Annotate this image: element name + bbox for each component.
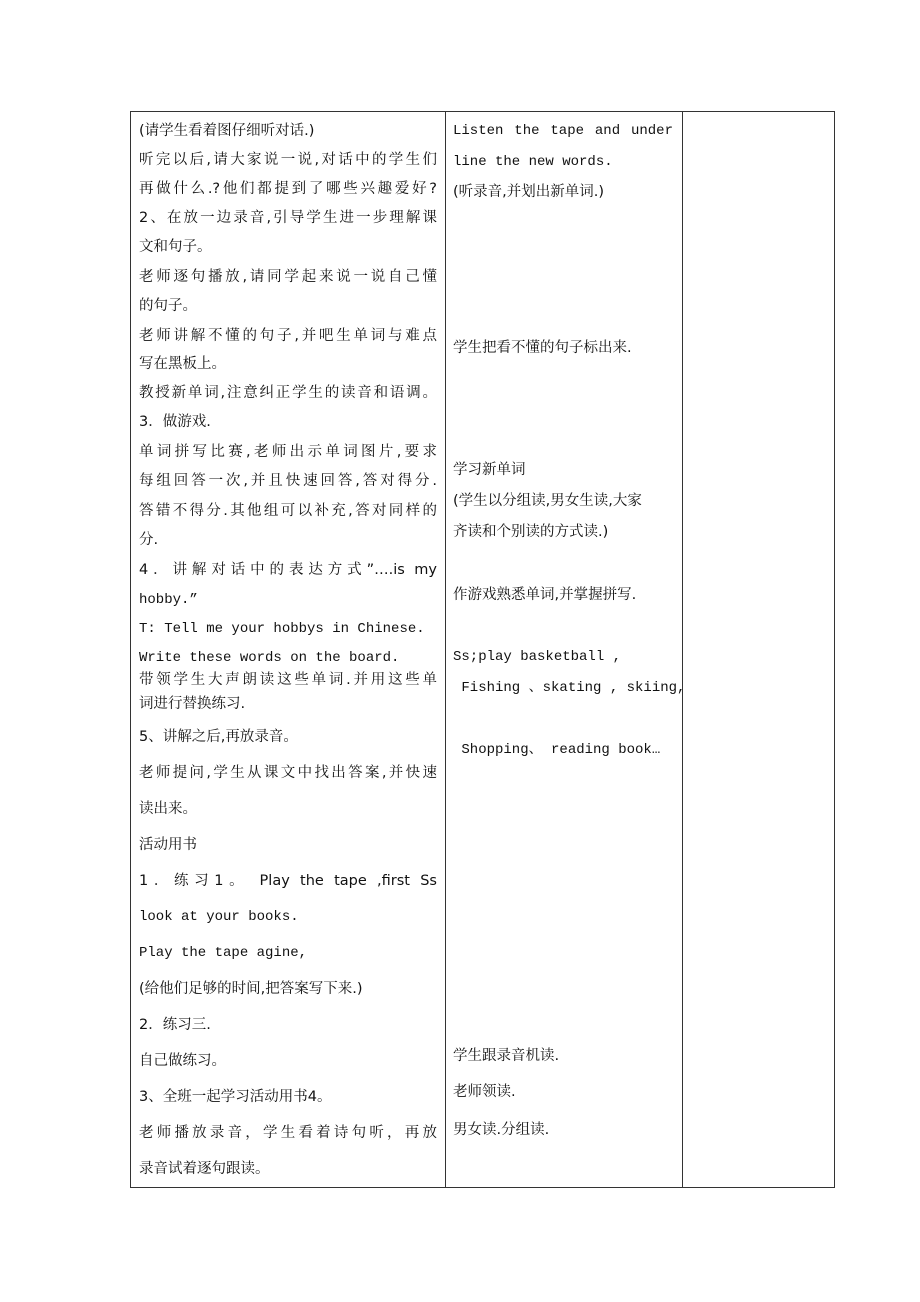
text-line: 2．练习三.	[139, 1017, 211, 1033]
text-line: 带领学生大声朗读这些单词.并用这些单	[139, 672, 437, 688]
text-line: 3．做游戏.	[139, 414, 211, 430]
text-line: (学生以分组读,男女生读,大家	[453, 493, 642, 509]
text-line: Play the tape agine,	[139, 945, 308, 961]
text-line: 学习新单词	[453, 462, 526, 478]
text-line: 男女读.分组读.	[453, 1122, 550, 1138]
text-line: (给他们足够的时间,把答案写下来.)	[139, 981, 363, 997]
text-line: T: Tell me your hobbys in Chinese.	[139, 621, 425, 637]
text-line: look at your books.	[139, 909, 299, 925]
text-line: line the new words.	[453, 154, 613, 170]
text-line: 老师提问,学生从课文中找出答案,并快速	[139, 765, 437, 781]
text-line: 文和句子。	[139, 239, 212, 255]
text-line: 作游戏熟悉单词,并掌握拼写.	[453, 587, 637, 603]
text-line: 3、全班一起学习活动用书4。	[139, 1089, 332, 1105]
text-line: 的句子。	[139, 298, 197, 314]
text-line: 老师讲解不懂的句子,并吧生单词与难点	[139, 328, 437, 344]
text-line: 4．讲解对话中的表达方式”….is my	[139, 562, 437, 578]
text-line: 读出来。	[139, 801, 197, 817]
text-line: 活动用书	[139, 837, 197, 853]
column-divider	[682, 111, 683, 1188]
text-line: 词进行替换练习.	[139, 696, 246, 712]
text-line: hobby.”	[139, 592, 198, 608]
text-line: 齐读和个别读的方式读.)	[453, 524, 609, 540]
text-line: 再做什么.?他们都提到了哪些兴趣爱好?	[139, 181, 437, 197]
text-line: Shopping、 reading book…	[453, 742, 661, 758]
text-line: 老师领读.	[453, 1084, 516, 1100]
text-line: 1．练习1。 Play the tape ,first Ss	[139, 873, 437, 889]
text-line: 录音试着逐句跟读。	[139, 1161, 270, 1177]
text-line: 学生跟录音机读.	[453, 1048, 560, 1064]
text-line: (听录音,并划出新单词.)	[453, 184, 605, 200]
text-line: 教授新单词,注意纠正学生的读音和语调。	[139, 385, 437, 401]
text-line: Fishing 、skating , skiing,	[453, 680, 686, 696]
text-line: 2、在放一边录音,引导学生进一步理解课	[139, 210, 437, 226]
text-line: 听完以后,请大家说一说,对话中的学生们	[139, 152, 437, 168]
text-line: 答错不得分.其他组可以补充,答对同样的	[139, 503, 437, 519]
text-line: 自己做练习。	[139, 1053, 226, 1069]
text-line: Listen the tape and under	[453, 123, 673, 139]
text-line: Ss;play basketball ,	[453, 649, 622, 665]
text-line: 每组回答一次,并且快速回答,答对得分.	[139, 473, 437, 489]
text-line: 学生把看不懂的句子标出来.	[453, 340, 632, 356]
text-line: 分.	[139, 532, 159, 548]
column-divider	[445, 111, 446, 1188]
text-line: 单词拼写比赛,老师出示单词图片,要求	[139, 444, 437, 460]
text-line: (请学生看着图仔细听对话.)	[139, 123, 315, 139]
text-line: 老师播放录音，学生看着诗句听，再放	[139, 1125, 437, 1141]
text-line: 写在黑板上。	[139, 356, 226, 372]
text-line: Write these words on the board.	[139, 650, 400, 666]
text-line: 5、讲解之后,再放录音。	[139, 729, 298, 745]
text-line: 老师逐句播放,请同学起来说一说自己懂	[139, 269, 437, 285]
